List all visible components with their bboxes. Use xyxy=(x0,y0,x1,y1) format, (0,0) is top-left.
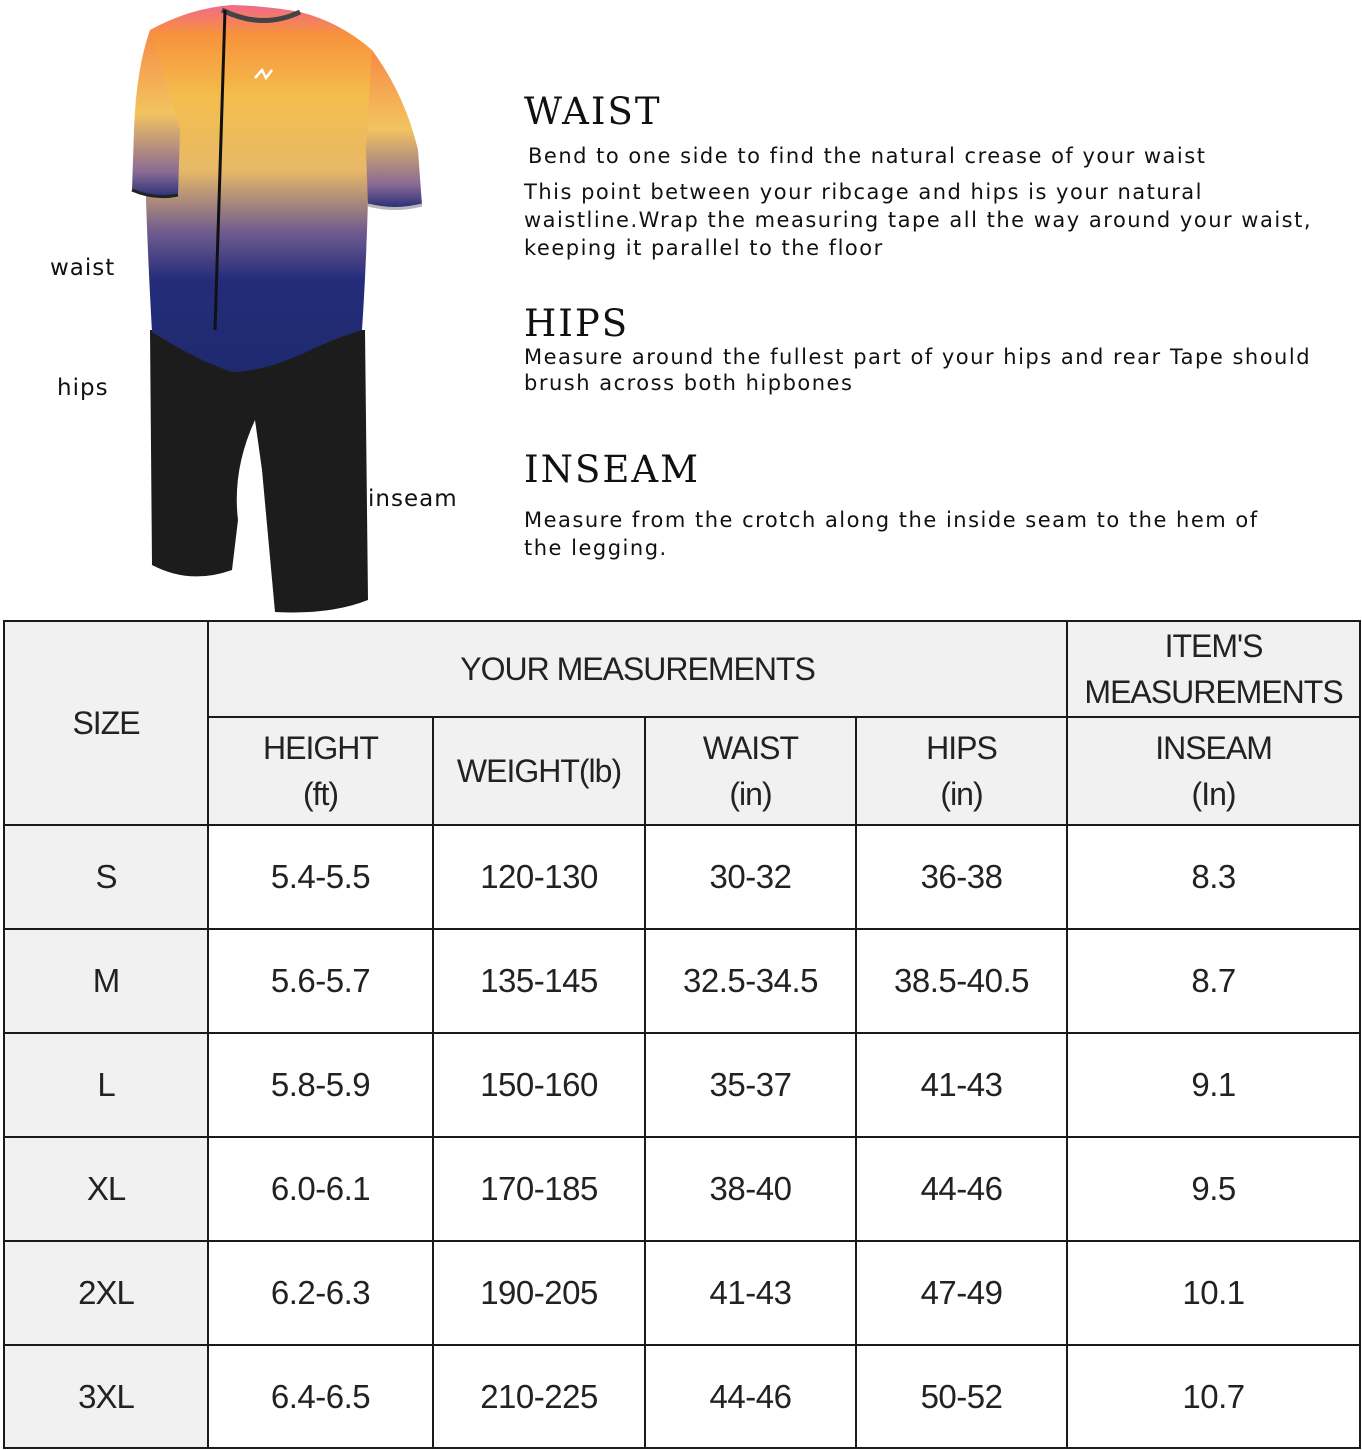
inseam-header-label: INSEAM xyxy=(1155,730,1272,766)
waist-cell: 38-40 xyxy=(645,1137,856,1241)
size-cell: L xyxy=(4,1033,208,1137)
waist-column-header xyxy=(645,717,856,825)
inseam-label: inseam xyxy=(368,486,458,512)
table-row xyxy=(4,1241,1360,1345)
waist-heading: WAIST xyxy=(524,90,662,133)
size-cell: M xyxy=(4,929,208,1033)
right-sleeve xyxy=(366,50,422,208)
hips-cell: 50-52 xyxy=(856,1345,1067,1448)
inseam-header-unit: (In) xyxy=(1191,776,1236,812)
height-cell: 6.4-6.5 xyxy=(208,1345,433,1448)
table-row xyxy=(4,1345,1360,1448)
weight-cell: 135-145 xyxy=(433,929,645,1033)
hips-header-unit: (in) xyxy=(940,776,983,812)
hips-cell: 44-46 xyxy=(856,1137,1067,1241)
inseam-cell: 10.7 xyxy=(1067,1345,1360,1448)
hips-instruction: Measure around the fullest part of your hips and rear Tape should brush across both hipbones xyxy=(524,345,1312,395)
inseam-cell: 9.5 xyxy=(1067,1137,1360,1241)
table-header-row-2 xyxy=(4,717,1360,825)
size-column-header: SIZE xyxy=(4,621,208,825)
table-row xyxy=(4,1033,1360,1137)
hips-cell: 47-49 xyxy=(856,1241,1067,1345)
jersey-torso xyxy=(146,5,372,372)
size-cell: 2XL xyxy=(4,1241,208,1345)
items-measurements-line1: ITEM'S xyxy=(1164,628,1263,664)
weight-cell: 120-130 xyxy=(433,825,645,929)
inseam-instruction: Measure from the crotch along the inside seam to the hem of the legging. xyxy=(524,508,1259,560)
table-row xyxy=(4,1137,1360,1241)
waist-cell: 41-43 xyxy=(645,1241,856,1345)
height-column-header xyxy=(208,717,433,825)
your-measurements-header: YOUR MEASUREMENTS xyxy=(208,621,1067,717)
weight-cell: 150-160 xyxy=(433,1033,645,1137)
items-measurements-header xyxy=(1067,621,1360,717)
height-cell: 5.8-5.9 xyxy=(208,1033,433,1137)
inseam-cell: 8.3 xyxy=(1067,825,1360,929)
table-header-row-1 xyxy=(4,621,1360,717)
waist-label: waist xyxy=(50,255,116,281)
inseam-heading: INSEAM xyxy=(524,448,700,491)
size-cell: 3XL xyxy=(4,1345,208,1448)
height-cell: 6.2-6.3 xyxy=(208,1241,433,1345)
shorts-shape xyxy=(150,330,368,613)
waist-cell: 30-32 xyxy=(645,825,856,929)
weight-cell: 170-185 xyxy=(433,1137,645,1241)
skinsuit-drawing xyxy=(0,0,520,620)
waist-instruction-2: This point between your ribcage and hips is your natural waistline.Wrap the measuring tape all the way around your waist, keeping it parallel to the floor xyxy=(524,180,1313,260)
inseam-cell: 8.7 xyxy=(1067,929,1360,1033)
waist-header-label: WAIST xyxy=(702,730,799,766)
waist-instruction-1: Bend to one side to find the natural crease of your waist xyxy=(528,144,1207,168)
size-cell: S xyxy=(4,825,208,929)
inseam-cell: 10.1 xyxy=(1067,1241,1360,1345)
table-row xyxy=(4,929,1360,1033)
size-cell: XL xyxy=(4,1137,208,1241)
waist-header-unit: (in) xyxy=(729,776,772,812)
waist-cell: 44-46 xyxy=(645,1345,856,1448)
table-row xyxy=(4,825,1360,929)
weight-column-header xyxy=(433,717,645,825)
size-chart-table xyxy=(3,620,1361,1449)
waist-cell: 32.5-34.5 xyxy=(645,929,856,1033)
hips-heading: HIPS xyxy=(524,302,630,345)
hips-cell: 36-38 xyxy=(856,825,1067,929)
weight-header-label: WEIGHT(lb) xyxy=(456,753,622,789)
height-header-label: HEIGHT xyxy=(263,730,378,766)
height-cell: 5.6-5.7 xyxy=(208,929,433,1033)
hips-cell: 38.5-40.5 xyxy=(856,929,1067,1033)
inseam-column-header xyxy=(1067,717,1360,825)
weight-cell: 190-205 xyxy=(433,1241,645,1345)
items-measurements-line2: MEASUREMENTS xyxy=(1084,674,1343,710)
skinsuit-illustration xyxy=(0,0,520,620)
hips-cell: 41-43 xyxy=(856,1033,1067,1137)
hips-header-label: HIPS xyxy=(926,730,997,766)
height-cell: 5.4-5.5 xyxy=(208,825,433,929)
height-header-unit: (ft) xyxy=(302,776,339,812)
hips-label: hips xyxy=(57,375,109,401)
height-cell: 6.0-6.1 xyxy=(208,1137,433,1241)
hips-column-header xyxy=(856,717,1067,825)
weight-cell: 210-225 xyxy=(433,1345,645,1448)
waist-cell: 35-37 xyxy=(645,1033,856,1137)
inseam-cell: 9.1 xyxy=(1067,1033,1360,1137)
